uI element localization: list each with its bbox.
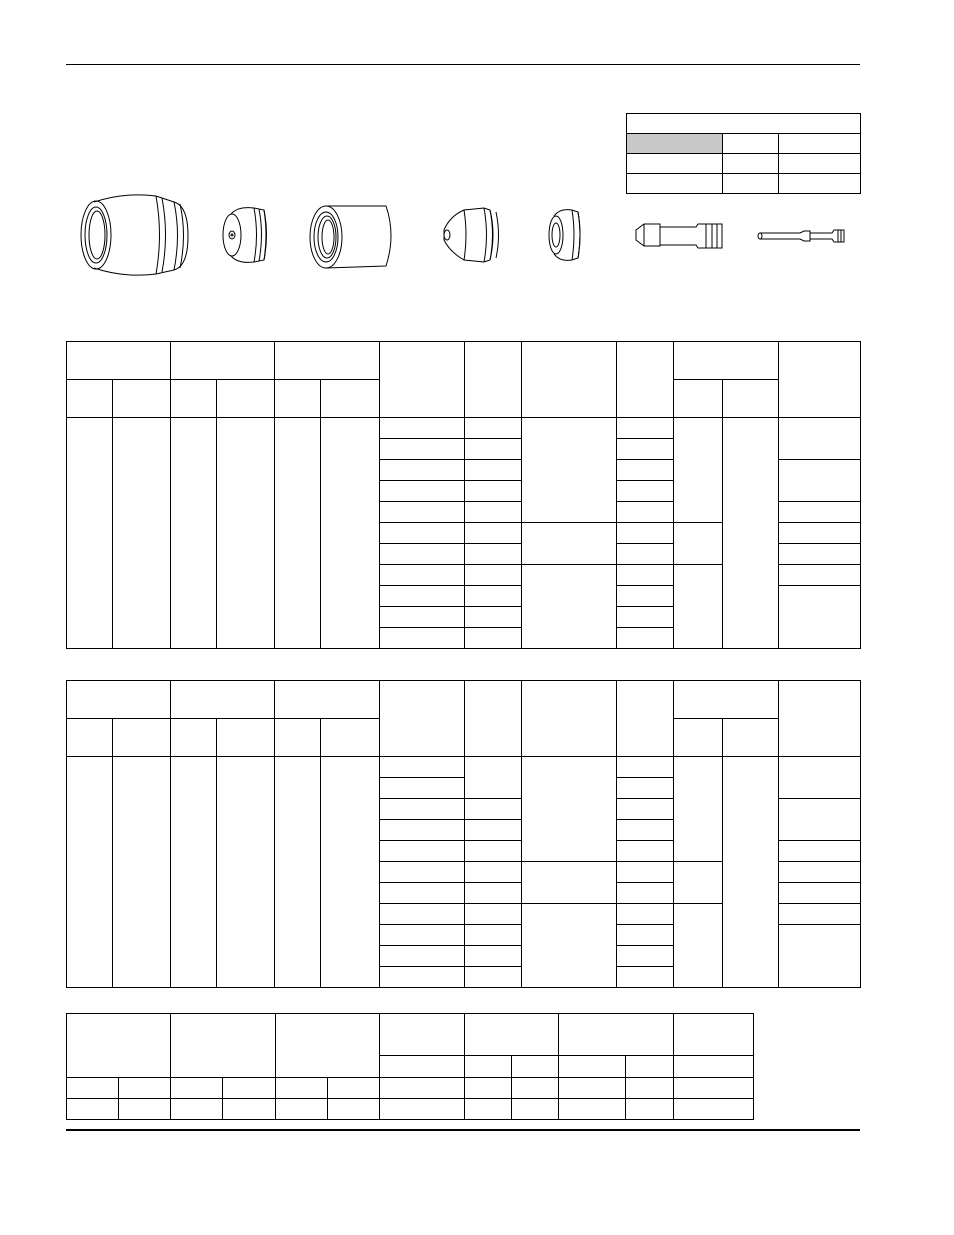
reference-table-title-row [627,114,861,134]
electrode-icon [636,224,722,248]
swirl-ring-icon [549,210,580,261]
table-header-row [67,342,861,380]
header-rule [66,64,860,65]
water-tube-icon [758,230,844,242]
nozzle-icon [444,208,499,262]
retaining-cap-icon [310,206,391,268]
consumables-table-3 [66,1013,754,1120]
footer-rule [66,1129,860,1131]
reference-table [626,113,861,194]
table-row [627,154,861,174]
shield-cap-icon [81,195,188,275]
table-row [67,1099,754,1120]
consumable-parts-illustration [66,190,860,280]
table-row [67,1078,754,1099]
consumables-table-2 [66,680,861,988]
reference-table-header-row [627,134,861,154]
consumables-table-1 [66,341,861,649]
shield-icon [223,208,267,263]
table-header-row [67,1014,754,1056]
table-header-row [67,681,861,719]
table-row [67,757,861,778]
table-row [67,418,861,439]
